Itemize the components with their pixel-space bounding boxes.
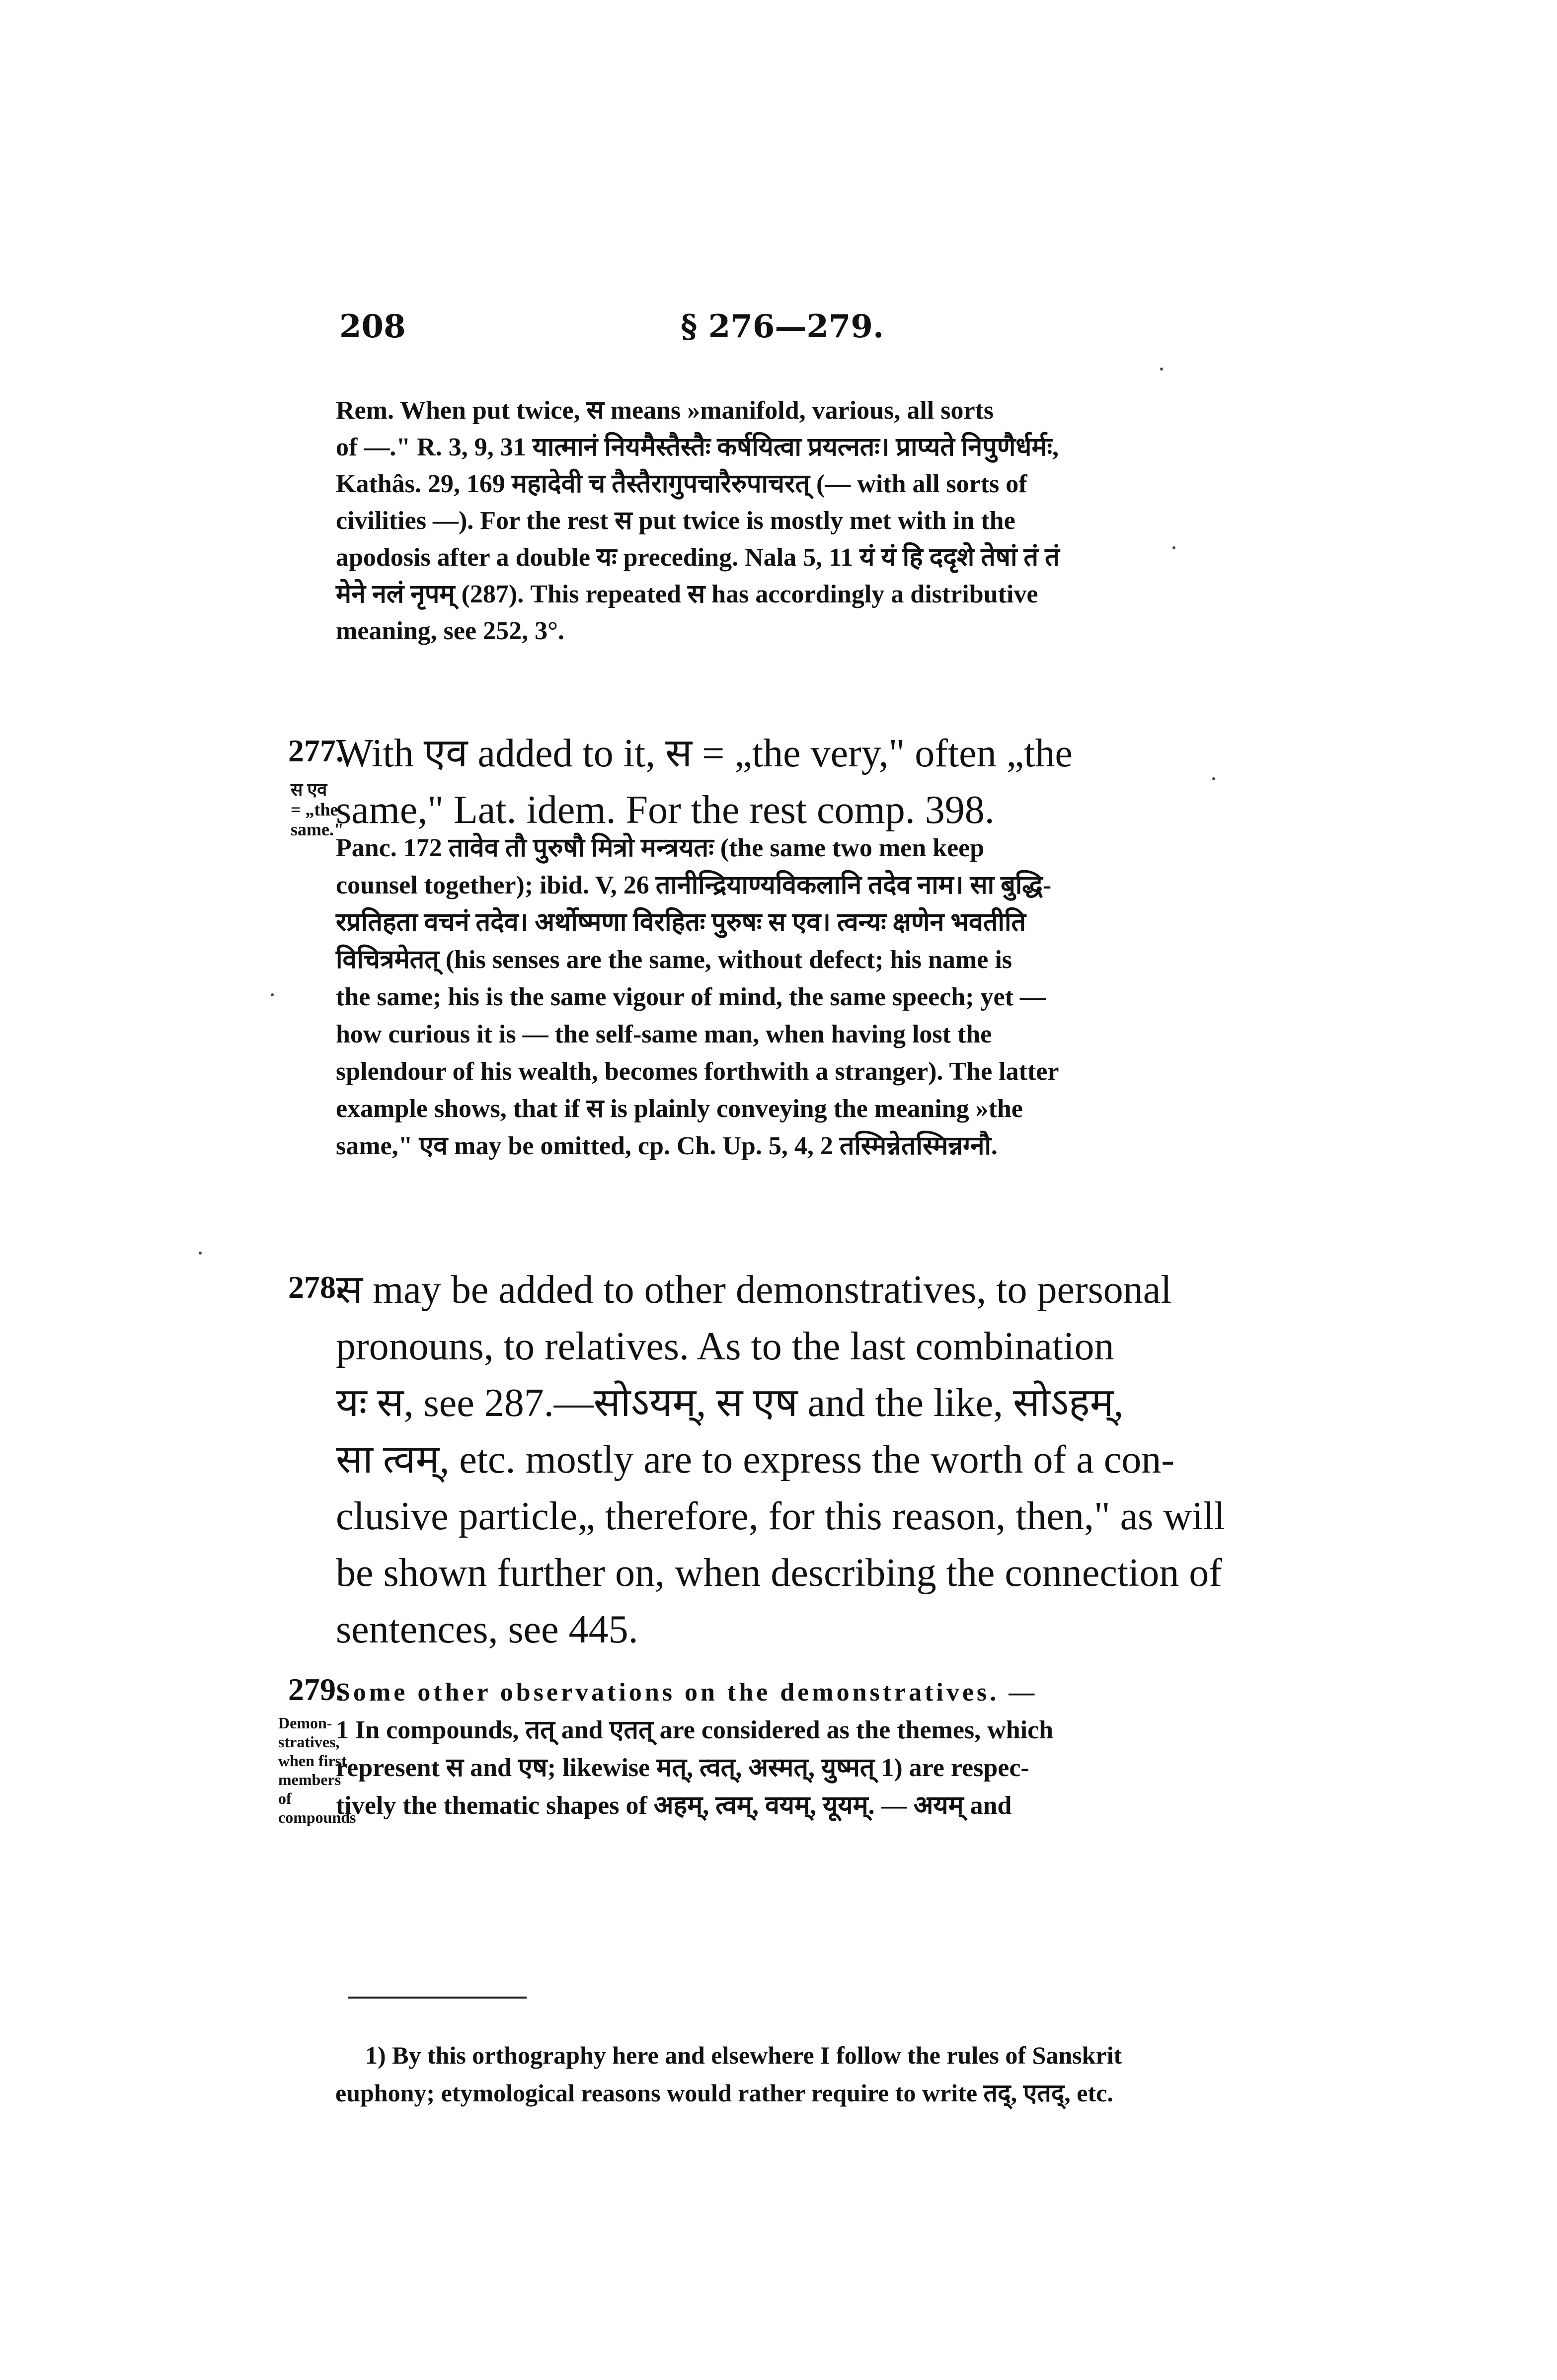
text-line: how curious it is — the self-same man, when having lost the (336, 1020, 992, 1048)
section-number-278: 278. (288, 1269, 344, 1305)
text-line: of —." R. 3, 9, 31 यात्मानं नियमैस्तैस्तैः कर्षयित्वा प्रयत्नतः। प्राप्यते निपुणैर्धर्मः, (336, 433, 1059, 461)
section-277-body (336, 829, 1349, 1165)
scan-speck (1160, 368, 1163, 371)
text-line: यः स, see 287.—सोऽयम्, स एष and the like, सोऽहम्, (336, 1381, 1124, 1425)
footnote (335, 2036, 1364, 2112)
text-line: मेने नलं नृपम् (287). This repeated स has accordingly a distributive (336, 580, 1038, 608)
text-line: 1 In compounds, तत् and एतत् are considered as the themes, which (336, 1716, 1054, 1744)
text-line: splendour of his wealth, becomes forthwith a stranger). The latter (336, 1057, 1059, 1086)
margin-note-line: compounds (278, 1808, 356, 1826)
section-number-279: 279. (288, 1672, 344, 1707)
text-line: Some other observations on the demonstratives. — (336, 1678, 1038, 1707)
margin-note-line: stratives, (278, 1733, 340, 1751)
text-line: सा त्वम्, etc. mostly are to express the worth of a con- (336, 1438, 1174, 1482)
footnote-rule (348, 1997, 527, 1999)
text-line: meaning, see 252, 3°. (336, 617, 564, 645)
text-line: be shown further on, when describing the connection of (336, 1551, 1222, 1595)
section-277-main (336, 725, 1349, 838)
text-line: apodosis after a double यः preceding. Nala 5, 11 यं यं हि ददृशे तेषां तं तं (336, 543, 1060, 572)
text-line: Rem. When put twice, स means »manifold, various, all sorts (336, 396, 994, 425)
text-line: tively the thematic shapes of अहम्, त्वम्, वयम्, यूयम्. — अयम् and (336, 1791, 1012, 1820)
text-line: With एव added to it, स = „the very," often „the (336, 732, 1073, 775)
text-line: same," एव may be omitted, cp. Ch. Up. 5, 4, 2 तस्मिन्नेतस्मिन्नग्नौ. (336, 1132, 998, 1160)
text-line: example shows, that if स is plainly conveying the meaning »the (336, 1095, 1023, 1123)
scan-speck (271, 993, 274, 996)
text-line: Panc. 172 तावेव तौ पुरुषौ मित्रो मन्त्रयतः (the same two men keep (336, 834, 985, 862)
text-line: स may be added to other demonstratives, to personal (336, 1268, 1172, 1312)
scan-speck (199, 1252, 202, 1255)
text-line: विचित्रमेतत् (his senses are the same, without defect; his name is (336, 946, 1012, 974)
section-range: § 276—279. (681, 308, 884, 345)
text-line: pronouns, to relatives. As to the last combination (336, 1325, 1114, 1368)
scan-speck (1212, 777, 1215, 780)
text-line: same," Lat. idem. For the rest comp. 398. (336, 788, 995, 832)
text-line: clusive particle„ therefore, for this reason, then," as will (336, 1494, 1225, 1538)
section-278-main (336, 1262, 1354, 1658)
text-line: रप्रतिहता वचनं तदेव। अर्थोष्मणा विरहितः पुरुषः स एव। त्वन्यः क्षणेन भवतीति (336, 908, 1026, 937)
margin-note-line: same." (291, 819, 344, 839)
text-line: sentences, see 445. (336, 1608, 638, 1651)
margin-note-line: members of (278, 1771, 341, 1807)
text-line: 1) By this orthography here and elsewhere I follow the rules of Sanskrit (365, 2041, 1122, 2069)
text-line: counsel together); ibid. V, 26 तानीन्द्रियाण्यविकलानि तदेव नाम। सा बुद्धि- (336, 871, 1052, 899)
text-line: civilities —). For the rest स put twice is mostly met with in the (336, 507, 1015, 535)
margin-note-line: स एव (291, 780, 327, 800)
text-line: euphony; etymological reasons would rather require to write तद्, एतद्, etc. (335, 2079, 1113, 2107)
text-line: represent स and एष; likewise मत्, त्वत्, अस्मत्, युष्मत् 1) are respec- (336, 1754, 1029, 1782)
rem-paragraph (336, 392, 1344, 650)
margin-note-line: Demon- (278, 1714, 332, 1732)
margin-note-line: when first (278, 1752, 347, 1770)
text-line: the same; his is the same vigour of mind, the same speech; yet — (336, 983, 1046, 1011)
page-number: 208 (339, 308, 406, 345)
scan-speck (1172, 546, 1175, 549)
section-279-body (336, 1674, 1349, 1825)
text-line: Kathâs. 29, 169 महादेवी च तैस्तैरागुपचारैरुपाचरत् (— with all sorts of (336, 470, 1027, 498)
section-number-277: 277. (288, 733, 344, 768)
margin-note-line: = „the (291, 800, 338, 819)
